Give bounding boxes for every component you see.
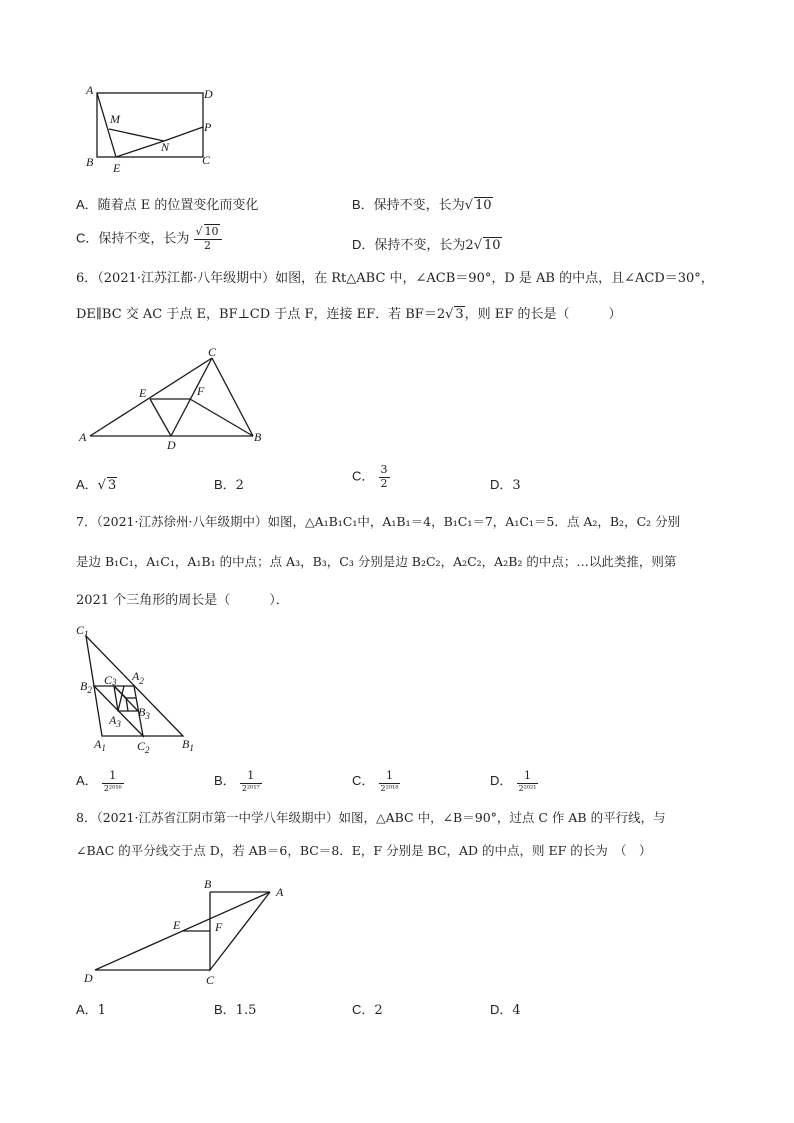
q8-option-a	[76, 999, 106, 1018]
numerator: 1	[517, 770, 539, 784]
denominator: 2	[204, 238, 212, 252]
q8-label-f: F	[215, 920, 223, 934]
q5-option-a	[76, 194, 258, 213]
q7-label-b3: $B_3$	[138, 705, 150, 721]
fraction	[102, 770, 124, 793]
numerator: 1	[240, 770, 262, 784]
numerator: 3	[380, 463, 388, 476]
option-text: 保持不变，长为	[374, 238, 466, 253]
q6-line-ed	[150, 399, 171, 436]
q6-stem-line2: DE∥BC 交 AC 于点 E，BF⊥CD 于点 F，连接 EF．若 BF＝2√ 3，则 EF 的长是（ ）	[76, 307, 622, 322]
q7-label-c3: C3	[104, 673, 117, 687]
q6-label-e: E	[139, 386, 147, 400]
option-text: 随着点 E 的位置变化而变化	[97, 198, 259, 213]
option-text: 1	[97, 1003, 106, 1018]
coefficient: 2	[465, 238, 474, 253]
q6-line-ac	[90, 358, 212, 436]
option-label: C．	[352, 773, 375, 788]
numerator: 10	[204, 225, 219, 238]
q7-label-b1: $B_1$	[182, 737, 194, 753]
option-text: 2	[235, 478, 244, 493]
q5-figure	[80, 84, 220, 176]
q7-option-c	[352, 770, 400, 793]
q7-label-a2: $A_2$	[132, 669, 144, 686]
option-label: C．	[76, 230, 99, 246]
q6-option-a: A．√ 3	[76, 477, 117, 493]
option-label: B．	[214, 477, 236, 492]
q5-line-en	[116, 141, 164, 157]
q8-option-d	[490, 999, 521, 1018]
q7-option-a	[76, 770, 124, 793]
denominator: 2	[380, 476, 388, 490]
radicand: 10	[474, 198, 492, 213]
q8-label-e: E	[173, 918, 181, 932]
option-text: 1.5	[235, 1003, 257, 1018]
option-label: A．	[76, 477, 98, 492]
q5-option-c	[76, 226, 222, 252]
q6-figure	[76, 344, 276, 454]
denominator: 2²⁰¹⁷	[241, 783, 260, 793]
numerator: 1	[102, 770, 124, 784]
q6-label-c: C	[208, 345, 217, 359]
denominator: 2²⁰¹⁸	[380, 783, 399, 793]
q5-label-d: D	[204, 87, 213, 101]
q7-inner-line-4	[118, 686, 124, 711]
option-label: D．	[490, 773, 513, 788]
q5-label-a: A	[86, 83, 94, 97]
q5-line-mn	[109, 129, 164, 141]
fraction	[379, 770, 401, 793]
option-text: 2	[374, 1003, 383, 1018]
q5-option-d: D．保持不变，长为2√ 10	[352, 237, 501, 253]
q6-label-d: D	[167, 438, 176, 452]
option-text: 4	[512, 1003, 521, 1018]
q7-option-b	[214, 770, 262, 793]
q5-label-b: B	[86, 155, 94, 169]
q8-label-c: C	[206, 973, 215, 987]
q6-label-a: A	[79, 430, 87, 444]
q6-option-d	[490, 474, 521, 493]
q6-option-c	[352, 464, 390, 490]
q7-option-d	[490, 770, 538, 793]
option-text: 保持不变，长为	[98, 231, 190, 247]
option-label: D．	[490, 477, 513, 492]
option-label: A．	[76, 1002, 98, 1017]
fraction	[517, 770, 539, 793]
q5-label-p: P	[204, 120, 212, 134]
q8-stem-line2: ∠BAC 的平分线交于点 D，若 AB＝6，BC＝8．E，F 分别是 BC，AD 的中点，则 EF 的长为 （ ）	[76, 843, 652, 858]
q6-stem-line1: 6．（2021·江苏江都·八年级期中）如图，在 Rt△ABC 中，∠ACB＝90°，D 是 AB 的中点，且∠ACD＝30°，	[76, 271, 714, 286]
option-text: 保持不变，长为	[373, 198, 465, 213]
q7-label-c1: $C_1$	[76, 623, 89, 639]
q6-stem-radicand: 3	[455, 307, 464, 322]
option-label: D．	[352, 237, 375, 252]
q7-figure	[74, 620, 214, 756]
q7-stem-line1: 7．（2021·江苏徐州·八年级期中）如图，△A₁B₁C₁中，A₁B₁＝4，B₁C₁＝7，A₁C₁＝5．点 A₂，B₂，C₂ 分别	[76, 514, 681, 529]
q7-label-a1: $A_1$	[94, 737, 106, 753]
q7-stem-line3: 2021 个三角形的周长是（ ）．	[76, 593, 289, 608]
q6-stem-line2-a: DE∥BC 交 AC 于点 E，BF⊥CD 于点 F，连接 EF．若 BF＝2	[76, 307, 446, 322]
q5-label-m: M	[110, 112, 120, 126]
q5-label-e: E	[113, 161, 121, 175]
q5-label-n: N	[161, 140, 170, 154]
q6-option-b	[214, 474, 244, 493]
option-label: B．	[352, 197, 374, 212]
q6-label-b: B	[254, 430, 262, 444]
radicand: 10	[483, 238, 501, 253]
fraction: $\frac{√ 10}{2}$	[194, 226, 222, 252]
q8-label-d: D	[84, 971, 93, 985]
q6-label-f: F	[197, 384, 205, 398]
q8-option-c	[352, 999, 383, 1018]
q7-label-c2: $C_2$	[137, 739, 150, 755]
fraction	[240, 770, 262, 793]
q7-label-a3: $A_3$	[109, 713, 121, 729]
option-label: C．	[352, 1002, 375, 1017]
option-label: A．	[76, 197, 98, 212]
q8-stem-line1: 8．（2021·江苏省江阴市第一中学八年级期中）如图，△ABC 中，∠B＝90°，过点 C 作 AB 的平行线，与	[76, 810, 666, 825]
option-label: D．	[490, 1002, 513, 1017]
option-text: 3	[512, 478, 521, 493]
denominator: 2²⁰¹⁶	[103, 783, 122, 793]
option-label: B．	[214, 1002, 236, 1017]
q7-label-b2: $B_2$	[80, 679, 92, 695]
q8-label-a: A	[276, 885, 284, 899]
q6-stem-line2-b: ，则 EF 的长是（ ）	[464, 307, 622, 322]
radicand: 3	[107, 478, 117, 493]
denominator: 2²⁰²¹	[518, 783, 537, 793]
q5-option-b: B．保持不变，长为√ 10	[352, 197, 492, 213]
option-label: A．	[76, 773, 98, 788]
q5-label-c: C	[202, 153, 211, 167]
option-label: C．	[352, 468, 375, 484]
q8-figure	[80, 874, 300, 990]
numerator: 1	[379, 770, 401, 784]
q8-line-da	[95, 892, 270, 970]
q6-line-cd	[171, 358, 212, 436]
option-label: B．	[214, 773, 236, 788]
q8-label-b: B	[204, 877, 212, 891]
q8-option-b	[214, 999, 256, 1018]
fraction	[379, 464, 390, 490]
q7-stem-line2: 是边 B₁C₁，A₁C₁，A₁B₁ 的中点；点 A₃，B₃，C₃ 分别是边 B₂C₂，A₂C₂，A₂B₂ 的中点；…以此类推，则第	[76, 554, 677, 569]
q5-line-np	[164, 127, 203, 141]
